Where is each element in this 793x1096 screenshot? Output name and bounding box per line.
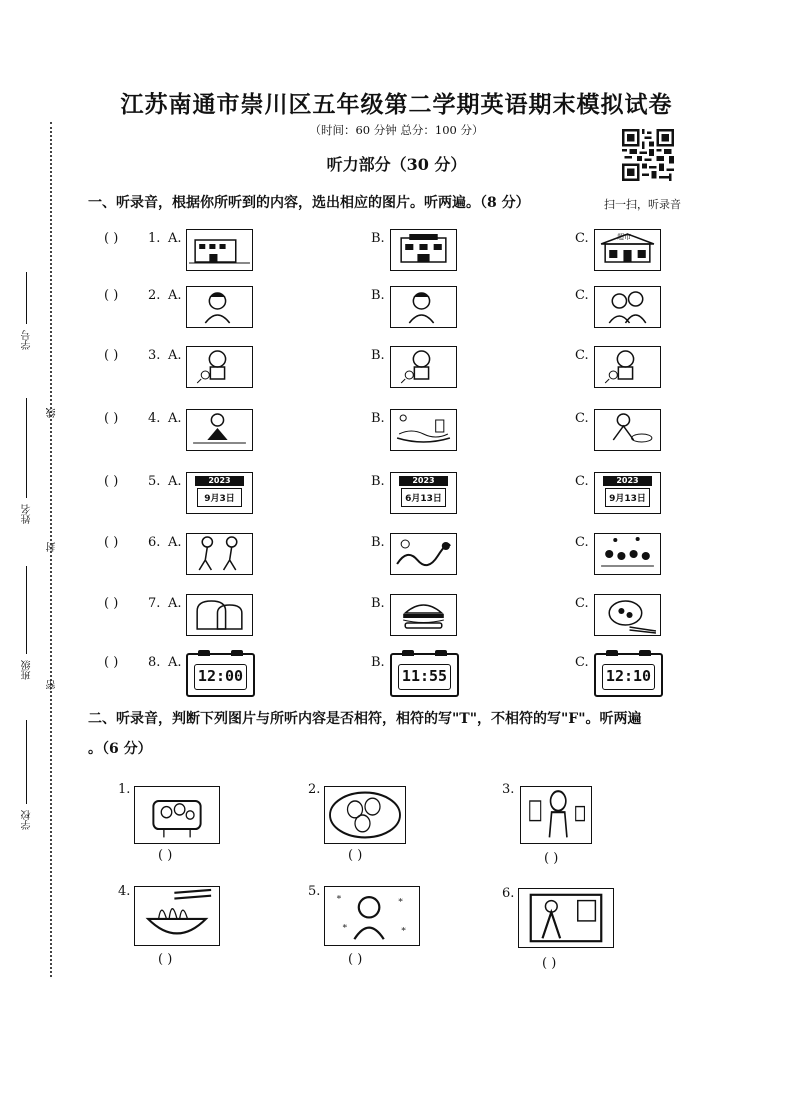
option-picture[interactable] bbox=[390, 286, 457, 328]
option-label: B. bbox=[371, 655, 385, 670]
option-label: A. bbox=[168, 596, 182, 611]
option-picture[interactable] bbox=[594, 286, 661, 328]
option-label: C. bbox=[575, 411, 589, 426]
clock-ear bbox=[231, 650, 243, 656]
part2-answer-blank[interactable]: ( ) bbox=[544, 851, 559, 866]
question-number: 7. bbox=[148, 596, 161, 611]
option-picture[interactable] bbox=[390, 594, 457, 636]
part2-picture bbox=[520, 786, 592, 844]
calendar-picture[interactable] bbox=[186, 472, 253, 514]
scan-instruction: 扫一扫，听录音 bbox=[604, 198, 681, 211]
exam-info: （时间：60 分钟 总分：100 分） bbox=[309, 123, 484, 137]
part2-item-number: 5. bbox=[308, 884, 321, 899]
calendar-year: 2023 bbox=[195, 476, 244, 486]
option-picture[interactable] bbox=[186, 594, 253, 636]
option-label: C. bbox=[575, 474, 589, 489]
part2-heading-line1: 二、听录音，判断下列图片与所听内容是否相符，相符的写"T"，不相符的写"F"。听两遍 bbox=[88, 711, 642, 727]
option-label: A. bbox=[168, 288, 182, 303]
option-label: B. bbox=[371, 288, 385, 303]
qr-code-icon bbox=[622, 128, 674, 182]
option-picture[interactable] bbox=[594, 229, 661, 271]
student-name-label: 姓名 bbox=[22, 504, 33, 524]
part2-item-number: 6. bbox=[502, 886, 515, 901]
student-name-line bbox=[26, 398, 27, 498]
student-number-line bbox=[26, 272, 27, 324]
calendar-picture[interactable] bbox=[390, 472, 457, 514]
calendar-date: 9月3日 bbox=[197, 488, 242, 507]
option-picture[interactable] bbox=[594, 594, 661, 636]
class-line bbox=[26, 566, 27, 654]
part2-item-number: 1. bbox=[118, 782, 131, 797]
clock-ear bbox=[198, 650, 210, 656]
option-label: C. bbox=[575, 655, 589, 670]
part2-answer-blank[interactable]: ( ) bbox=[542, 956, 557, 971]
clock-ear bbox=[402, 650, 414, 656]
option-picture[interactable] bbox=[594, 533, 661, 575]
supermarket-sign: 超市 bbox=[617, 233, 631, 241]
svg-text:*: * bbox=[398, 897, 403, 908]
part2-picture bbox=[324, 786, 406, 844]
svg-text:*: * bbox=[401, 926, 406, 937]
answer-blank[interactable]: ( ) bbox=[104, 348, 119, 363]
part2-item-number: 2. bbox=[308, 782, 321, 797]
option-picture[interactable] bbox=[390, 533, 457, 575]
option-label: C. bbox=[575, 348, 589, 363]
question-number: 8. bbox=[148, 655, 161, 670]
seal-char-xian: 线 bbox=[47, 408, 58, 418]
part2-picture bbox=[134, 886, 220, 946]
calendar-year: 2023 bbox=[603, 476, 652, 486]
page-title: 江苏南通市崇川区五年级第二学期英语期末模拟试卷 bbox=[120, 91, 673, 118]
option-picture[interactable] bbox=[390, 229, 457, 271]
answer-blank[interactable]: ( ) bbox=[104, 474, 119, 489]
answer-blank[interactable]: ( ) bbox=[104, 411, 119, 426]
listening-section-title: 听力部分（30 分） bbox=[326, 155, 467, 174]
option-label: C. bbox=[575, 288, 589, 303]
option-label: A. bbox=[168, 535, 182, 550]
part1-heading: 一、听录音，根据你所听到的内容，选出相应的图片。听两遍。（8 分） bbox=[88, 195, 530, 211]
option-picture[interactable] bbox=[390, 409, 457, 451]
calendar-picture[interactable] bbox=[594, 472, 661, 514]
part2-answer-blank[interactable]: ( ) bbox=[158, 848, 173, 863]
part2-heading-line2: 。（6 分） bbox=[88, 741, 152, 757]
option-label: C. bbox=[575, 535, 589, 550]
clock-picture[interactable] bbox=[594, 653, 663, 697]
clock-picture[interactable] bbox=[186, 653, 255, 697]
option-label: B. bbox=[371, 231, 385, 246]
question-number: 1. bbox=[148, 231, 161, 246]
answer-blank[interactable]: ( ) bbox=[104, 231, 119, 246]
option-label: B. bbox=[371, 596, 385, 611]
part2-item-number: 3. bbox=[502, 782, 515, 797]
option-label: A. bbox=[168, 348, 182, 363]
clock-picture[interactable] bbox=[390, 653, 459, 697]
option-label: A. bbox=[168, 474, 182, 489]
option-picture[interactable] bbox=[390, 346, 457, 388]
answer-blank[interactable]: ( ) bbox=[104, 596, 119, 611]
option-label: B. bbox=[371, 348, 385, 363]
option-label: C. bbox=[575, 596, 589, 611]
svg-text:*: * bbox=[336, 894, 342, 905]
question-number: 2. bbox=[148, 288, 161, 303]
school-line bbox=[26, 720, 27, 804]
answer-blank[interactable]: ( ) bbox=[104, 655, 119, 670]
seal-char-feng: 封 bbox=[47, 542, 58, 552]
clock-time: 12:00 bbox=[194, 664, 247, 690]
student-number-label: 学号 bbox=[22, 330, 33, 350]
part2-item-number: 4. bbox=[118, 884, 131, 899]
clock-ear bbox=[639, 650, 651, 656]
option-label: A. bbox=[168, 411, 182, 426]
school-label: 学校 bbox=[22, 810, 33, 830]
question-number: 5. bbox=[148, 474, 161, 489]
clock-time: 12:10 bbox=[602, 664, 655, 690]
part2-picture bbox=[518, 888, 614, 948]
svg-text:*: * bbox=[342, 923, 348, 934]
seal-char-mi: 密 bbox=[47, 680, 58, 690]
class-label: 班级 bbox=[22, 660, 33, 680]
option-label: A. bbox=[168, 655, 182, 670]
option-label: A. bbox=[168, 231, 182, 246]
part2-picture bbox=[134, 786, 220, 844]
option-picture[interactable] bbox=[186, 346, 253, 388]
answer-blank[interactable]: ( ) bbox=[104, 535, 119, 550]
option-picture[interactable] bbox=[186, 533, 253, 575]
option-picture[interactable] bbox=[594, 409, 661, 451]
option-label: B. bbox=[371, 411, 385, 426]
clock-ear bbox=[606, 650, 618, 656]
answer-blank[interactable]: ( ) bbox=[104, 288, 119, 303]
option-picture[interactable] bbox=[186, 229, 253, 271]
question-number: 3. bbox=[148, 348, 161, 363]
part2-answer-blank[interactable]: ( ) bbox=[158, 952, 173, 967]
option-label: C. bbox=[575, 231, 589, 246]
question-number: 6. bbox=[148, 535, 161, 550]
calendar-date: 6月13日 bbox=[401, 488, 446, 507]
option-picture[interactable] bbox=[186, 409, 253, 451]
question-number: 4. bbox=[148, 411, 161, 426]
option-picture[interactable] bbox=[186, 286, 253, 328]
part2-answer-blank[interactable]: ( ) bbox=[348, 952, 363, 967]
clock-time: 11:55 bbox=[398, 664, 451, 690]
option-label: B. bbox=[371, 474, 385, 489]
option-label: B. bbox=[371, 535, 385, 550]
part2-picture bbox=[324, 886, 420, 946]
option-picture[interactable] bbox=[594, 346, 661, 388]
clock-ear bbox=[435, 650, 447, 656]
calendar-year: 2023 bbox=[399, 476, 448, 486]
calendar-date: 9月13日 bbox=[605, 488, 650, 507]
part2-answer-blank[interactable]: ( ) bbox=[348, 848, 363, 863]
